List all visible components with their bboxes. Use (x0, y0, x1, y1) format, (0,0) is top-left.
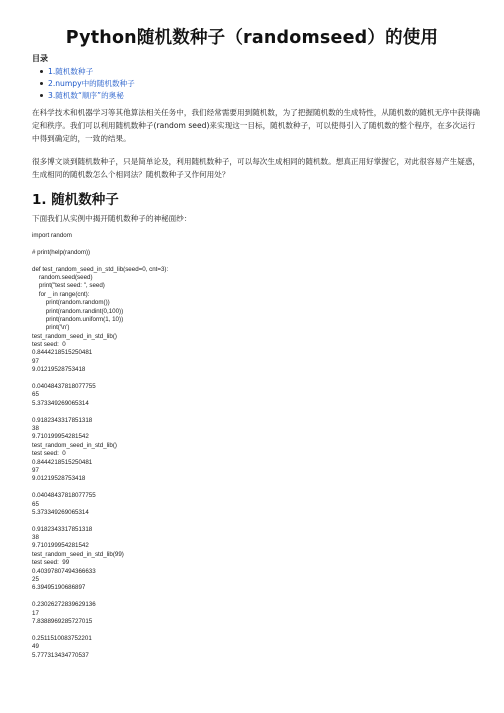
toc-link-order-secret[interactable]: 3.随机数“顺序”的奥秘 (48, 90, 124, 100)
table-of-contents (40, 66, 135, 101)
code-line (32, 240, 168, 248)
code-line: import random (32, 232, 72, 239)
code-line: 0.04048437818077755 (32, 492, 96, 500)
code-line: 0.04048437818077755 (32, 383, 96, 391)
code-line: test_random_seed_in_std_lib() (32, 441, 117, 449)
toc-heading: 目录 (32, 54, 48, 63)
code-line: # print(help(random)) (32, 248, 91, 256)
code-line: print("test seed: ", seed) (32, 282, 105, 290)
code-line: test_random_seed_in_std_lib() (32, 332, 117, 340)
code-line: 38 (32, 534, 39, 542)
toc-item-numpy-seed (40, 78, 135, 90)
code-line: test seed: 99 (32, 559, 70, 567)
code-line: 17 (32, 609, 39, 617)
code-line: 7.8388969285727015 (32, 617, 93, 625)
code-line: 5.777313434770537 (32, 651, 89, 659)
toc-link-numpy-seed[interactable]: 2.numpy中的随机数种子 (48, 78, 135, 88)
section-intro-text: 下面我们从实例中揭开随机数种子的神秘面纱： (32, 214, 192, 223)
code-line: print('\n') (32, 324, 70, 332)
code-line: print(random.randint(0,100)) (32, 307, 124, 315)
code-line: 9.01219528753418 (32, 366, 86, 374)
code-line (32, 484, 168, 492)
code-line: 9.710199954281542 (32, 433, 89, 441)
code-line: 5.373349269065314 (32, 508, 89, 516)
code-line: 0.23026272839629136 (32, 601, 96, 609)
code-line (32, 408, 168, 416)
intro-paragraph: 在科学技术和机器学习等其他算法相关任务中，我们经常需要用到随机数，为了把握随机数的生成特性，从随机数的随机无序中获得确定和秩序。我们可以利用随机数种子(random seed)来实现这一目标，随机数种子，可以使得引入了随机数的整个程序，在多次运行中得到确定的，一致的结果。 (32, 108, 481, 143)
code-line (32, 593, 168, 601)
code-line: random.seed(seed) (32, 273, 93, 281)
toc-item-order-secret (40, 90, 135, 102)
code-line: 65 (32, 391, 39, 399)
code-line: 5.373349269065314 (32, 399, 89, 407)
section-heading-random-seed: 1. 随机数种子 (32, 192, 119, 208)
code-line: 9.710199954281542 (32, 542, 89, 550)
code-line: test seed: 0 (32, 341, 66, 349)
code-line: 9.01219528753418 (32, 475, 86, 483)
code-line: 25 (32, 576, 39, 584)
code-line: 6.39495190686897 (32, 584, 86, 592)
code-line: 0.40397807494366633 (32, 567, 96, 575)
code-line: 0.9182343317851318 (32, 525, 93, 533)
code-line: test_random_seed_in_std_lib(99) (32, 550, 124, 558)
code-line: 49 (32, 643, 39, 651)
code-line: test seed: 0 (32, 450, 66, 458)
page-title: Python随机数种子（randomseed）的使用 (65, 28, 439, 48)
code-line: 0.2511510083752201 (32, 634, 92, 642)
code-line: print(random.random()) (32, 299, 110, 307)
toc-link-random-seed[interactable]: 1.随机数种子 (48, 67, 94, 76)
code-line: 65 (32, 500, 39, 508)
code-line (32, 626, 168, 634)
code-line: print(random.uniform(1, 10)) (32, 315, 124, 323)
code-line: def test_random_seed_in_std_lib(seed=0, cnt=3): (32, 265, 169, 273)
code-line: 0.8444218515250481 (32, 349, 93, 357)
code-line: 0.8444218515250481 (32, 458, 93, 466)
code-line (32, 375, 168, 383)
code-line: 97 (32, 357, 39, 365)
code-line: 97 (32, 466, 39, 474)
code-line: 38 (32, 424, 39, 432)
question-paragraph: 很多博文谈到随机数种子，只是简单论及，利用随机数种子，可以每次生成相同的随机数。想真正用好掌握它，对此很容易产生疑惑，生成相同的随机数怎么个相同法？随机数种子又作何用处？ (32, 157, 481, 179)
code-line: for _ in range(cnt): (32, 290, 90, 298)
code-line (32, 257, 168, 265)
code-block (32, 232, 168, 660)
code-line (32, 517, 168, 525)
code-line: 0.9182343317851318 (32, 416, 93, 424)
toc-item-random-seed (40, 66, 135, 78)
